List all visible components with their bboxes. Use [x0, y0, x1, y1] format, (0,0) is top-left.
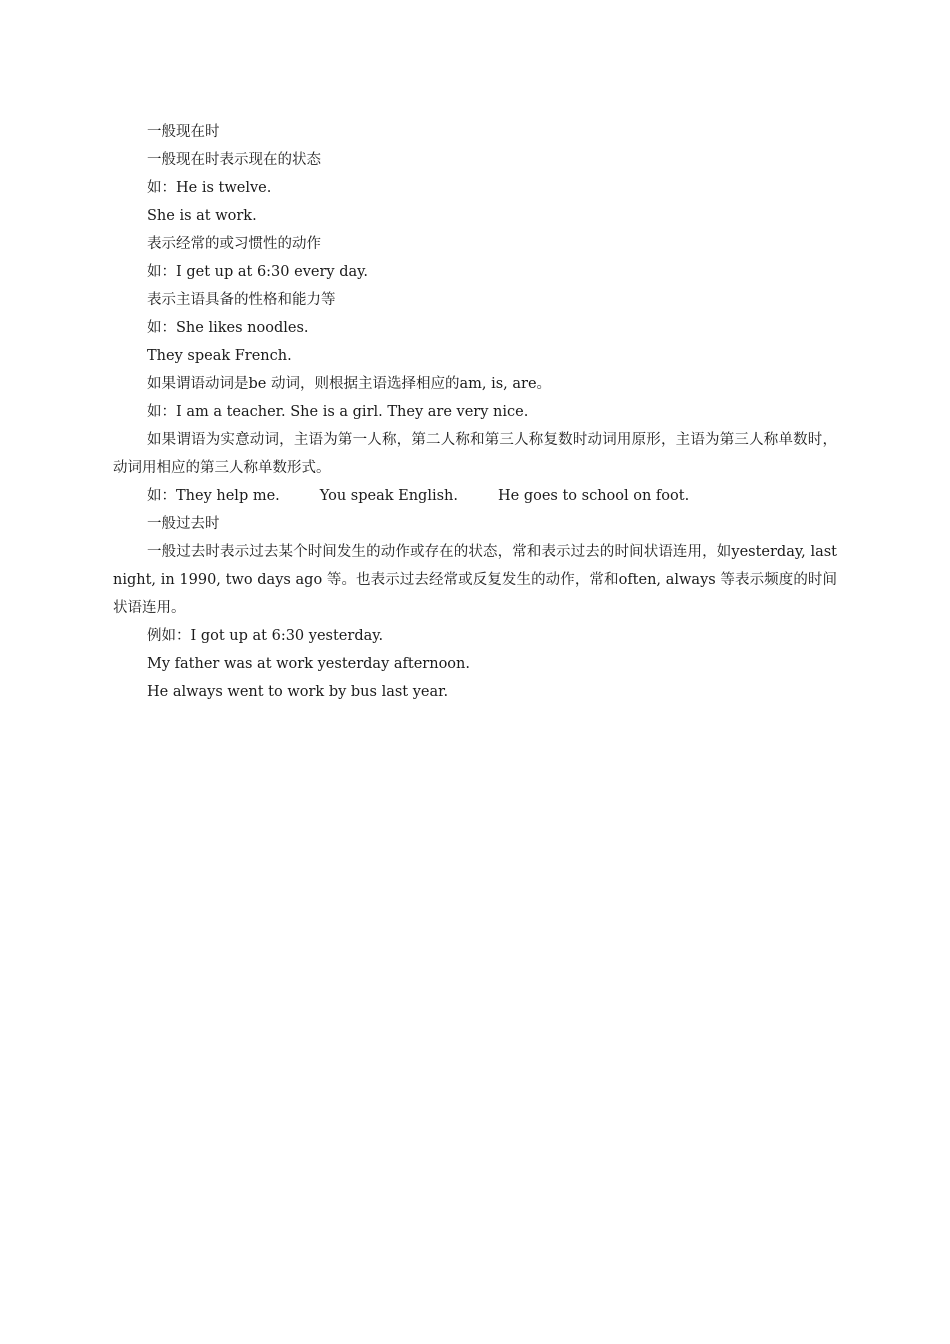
section-heading-past: 一般过去时: [147, 516, 220, 532]
example-line: My father was at work yesterday afternoon.: [147, 656, 470, 672]
example-part: He goes to school on foot.: [497, 488, 690, 504]
rule-line: 表示主语具备的性格和能力等: [147, 292, 336, 308]
rule-paragraph: 一般过去时表示过去某个时间发生的动作或存在的状态，常和表示过去的时间状语连用，如yesterday, last night, in 1990, two days ago 等。也表示过去经常或反复发生的动作，常和often, always 等表示频度的时间状语连用。: [113, 544, 837, 616]
example-line: 例如：I got up at 6:30 yesterday.: [147, 628, 384, 644]
example-part: 如：They help me.: [147, 488, 280, 504]
example-line: He always went to work by bus last year.: [147, 684, 449, 700]
rule-line: 如果谓语动词是be 动词，则根据主语选择相应的am, is, are。: [147, 376, 552, 392]
section-heading-present: 一般现在时: [147, 124, 220, 140]
example-line-multi: [113, 482, 837, 510]
rule-line: 表示经常的或习惯性的动作: [147, 236, 321, 252]
document-body: [113, 118, 837, 706]
example-line: 如：I am a teacher. She is a girl. They are very nice.: [147, 404, 529, 420]
example-line: 如：He is twelve.: [147, 180, 272, 196]
rule-paragraph: 如果谓语为实意动词，主语为第一人称，第二人称和第三人称复数时动词用原形，主语为第三人称单数时，动词用相应的第三人称单数形式。: [113, 432, 837, 476]
example-line: She is at work.: [147, 208, 257, 224]
example-line: 如：She likes noodles.: [147, 320, 309, 336]
rule-line: 一般现在时表示现在的状态: [147, 152, 321, 168]
example-line: They speak French.: [147, 348, 292, 364]
example-line: 如：I get up at 6:30 every day.: [147, 264, 369, 280]
example-part: You speak English.: [319, 488, 458, 504]
